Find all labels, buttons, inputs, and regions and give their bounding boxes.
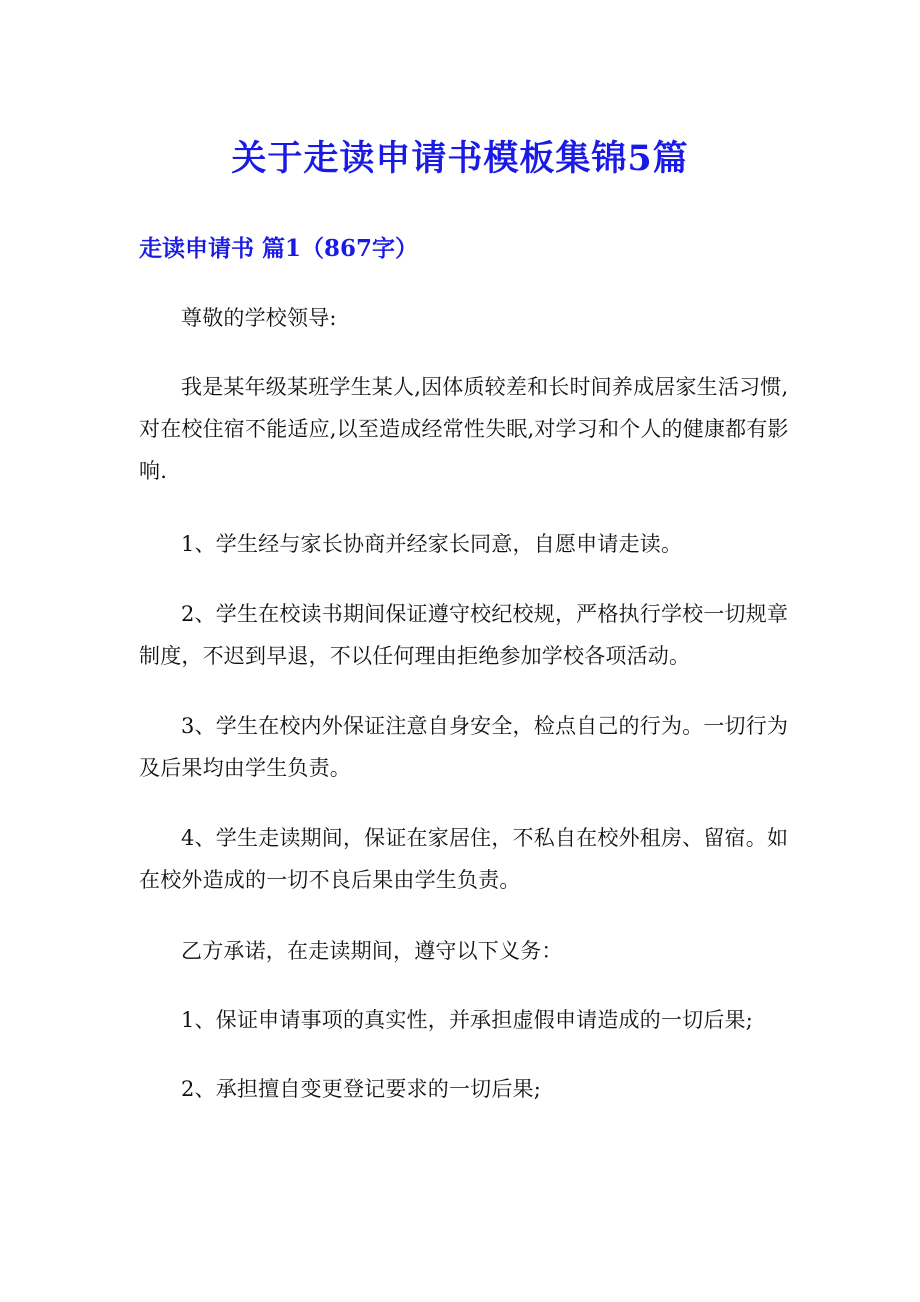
- salutation: 尊敬的学校领导:: [181, 306, 337, 330]
- clause-2: 2、学生在校读书期间保证遵守校纪校规，严格执行学校一切规章制度，不迟到早退，不以任何理由拒绝参加学校各项活动。: [139, 602, 789, 668]
- intro-paragraph: 我是某年级某班学生某人,因体质较差和长时间养成居家生活习惯,对在校住宿不能适应,以至造成经常性失眠,对学习和个人的健康都有影响.: [139, 375, 789, 483]
- section-heading: 走读申请书 篇1（867字）: [139, 235, 419, 262]
- obligation-1: 1、保证申请事项的真实性，并承担虚假申请造成的一切后果;: [181, 1008, 754, 1032]
- clause-3: 3、学生在校内外保证注意自身安全，检点自己的行为。一切行为及后果均由学生负责。: [139, 714, 789, 780]
- document-title: 关于走读申请书模板集锦5篇: [231, 138, 689, 179]
- promise-intro: 乙方承诺，在走读期间，遵守以下义务：: [181, 939, 563, 963]
- obligation-2: 2、承担擅自变更登记要求的一切后果;: [181, 1077, 542, 1101]
- clause-1: 1、学生经与家长协商并经家长同意，自愿申请走读。: [181, 532, 683, 556]
- clause-4: 4、学生走读期间，保证在家居住，不私自在校外租房、留宿。如在校外造成的一切不良后果由学生负责。: [139, 826, 789, 892]
